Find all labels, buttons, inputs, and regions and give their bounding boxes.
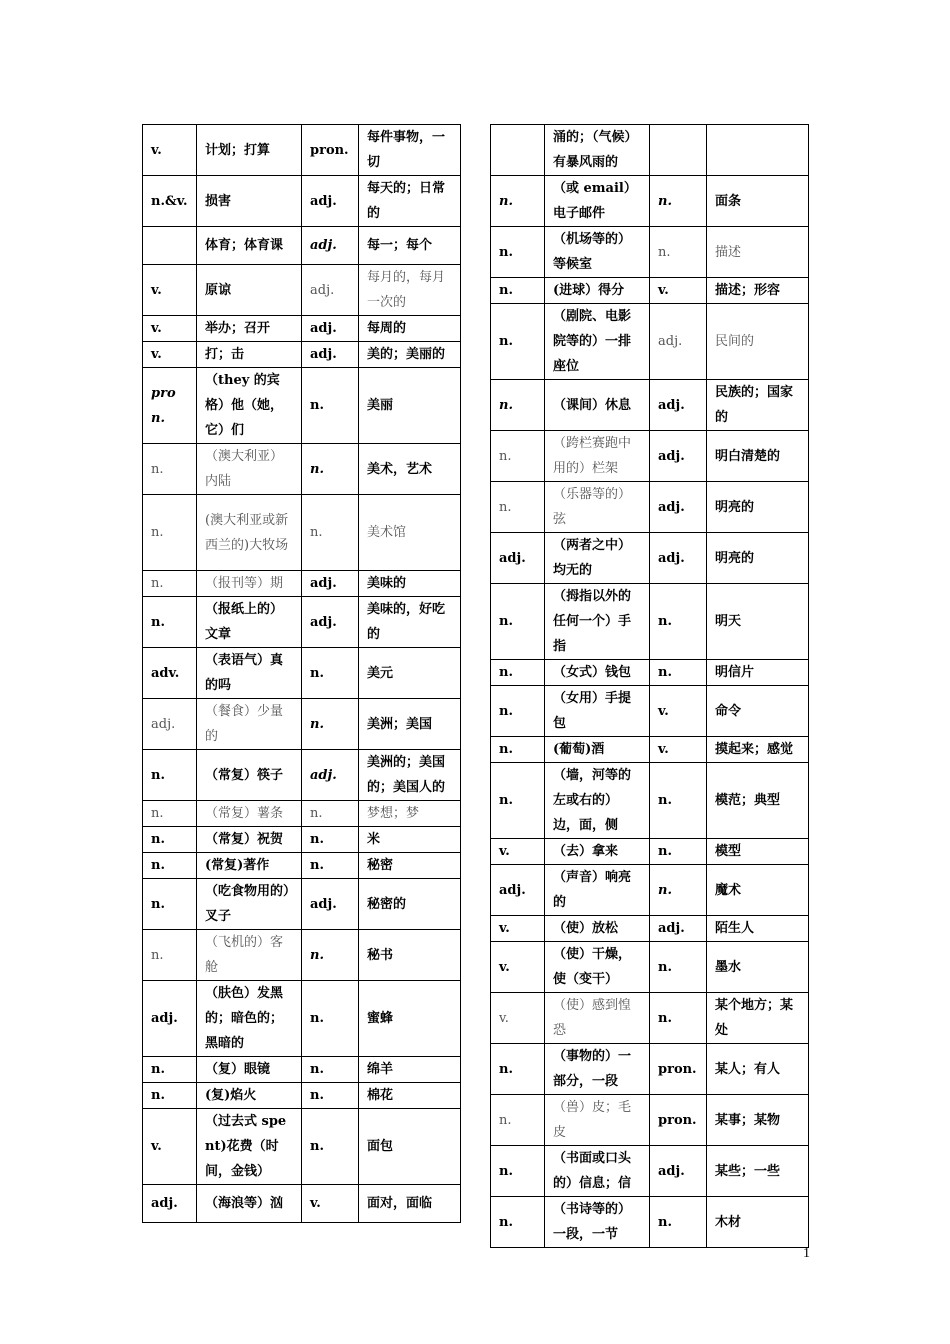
- pos-cell: adj.: [491, 533, 545, 584]
- table-row: [491, 584, 809, 660]
- pos-cell: n.: [143, 853, 197, 879]
- meaning-cell: （表语气）真的吗: [197, 648, 302, 699]
- pos-cell: v.: [650, 737, 707, 763]
- meaning-cell: 涌的；（气候）有暴风雨的: [545, 125, 650, 176]
- pos-cell: n.: [650, 584, 707, 660]
- meaning-cell: （课间）休息: [545, 380, 650, 431]
- pos-cell: n.: [650, 865, 707, 916]
- pos-cell: n.: [143, 1057, 197, 1083]
- meaning-cell: （书诗等的）一段，一节: [545, 1197, 650, 1248]
- meaning-cell: 明天: [707, 584, 809, 660]
- pos-cell: n.: [491, 176, 545, 227]
- table-row: [491, 1146, 809, 1197]
- meaning-cell: 明信片: [707, 660, 809, 686]
- meaning-cell: （兽）皮；毛皮: [545, 1095, 650, 1146]
- table-row: [143, 495, 461, 571]
- meaning-cell: 秘书: [359, 930, 461, 981]
- pos-cell: v.: [650, 278, 707, 304]
- pos-cell: n.: [491, 380, 545, 431]
- meaning-cell: 美元: [359, 648, 461, 699]
- meaning-cell: （肤色）发黑的；暗色的；黑暗的: [197, 981, 302, 1057]
- pos-cell: n.: [302, 368, 359, 444]
- pos-cell: adj.: [302, 316, 359, 342]
- pos-cell: n.: [650, 763, 707, 839]
- meaning-cell: （女式）钱包: [545, 660, 650, 686]
- meaning-cell: 某事；某物: [707, 1095, 809, 1146]
- pos-cell: adj.: [650, 304, 707, 380]
- meaning-cell: 损害: [197, 176, 302, 227]
- pos-cell: n.: [302, 1109, 359, 1185]
- table-row: [143, 750, 461, 801]
- pos-cell: n.: [143, 827, 197, 853]
- table-row: [143, 265, 461, 316]
- pos-cell: [650, 125, 707, 176]
- meaning-cell: 美术，艺术: [359, 444, 461, 495]
- pos-cell: n.: [491, 763, 545, 839]
- pos-cell: v.: [143, 265, 197, 316]
- table-row: [143, 879, 461, 930]
- table-row: [491, 993, 809, 1044]
- pos-cell: n.: [302, 699, 359, 750]
- pos-cell: adj.: [650, 431, 707, 482]
- meaning-cell: 美丽: [359, 368, 461, 444]
- pos-cell: n.: [491, 482, 545, 533]
- pos-cell: n.: [491, 584, 545, 660]
- table-row: [143, 853, 461, 879]
- pos-cell: n.: [302, 930, 359, 981]
- meaning-cell: 明白清楚的: [707, 431, 809, 482]
- pos-cell: adj.: [650, 916, 707, 942]
- pos-cell: n.: [650, 942, 707, 993]
- pos-cell: n.: [302, 1057, 359, 1083]
- table-row: [491, 227, 809, 278]
- pos-cell: n.: [302, 801, 359, 827]
- meaning-cell: 魔术: [707, 865, 809, 916]
- pos-cell: n.: [491, 737, 545, 763]
- meaning-cell: 蜜蜂: [359, 981, 461, 1057]
- pos-cell: adj.: [302, 176, 359, 227]
- meaning-cell: 美术馆: [359, 495, 461, 571]
- table-row: [143, 571, 461, 597]
- table-row: [143, 1083, 461, 1109]
- pos-cell: n.: [491, 1044, 545, 1095]
- pos-cell: n.: [491, 1146, 545, 1197]
- meaning-cell: 每件事物，一切: [359, 125, 461, 176]
- meaning-cell: （报刊等）期: [197, 571, 302, 597]
- table-row: [491, 304, 809, 380]
- pos-cell: adj.: [302, 750, 359, 801]
- vocab-table-right: [490, 124, 809, 1248]
- pos-cell: adj.: [650, 1146, 707, 1197]
- meaning-cell: 秘密: [359, 853, 461, 879]
- pos-cell: n.: [491, 431, 545, 482]
- meaning-cell: 描述；形容: [707, 278, 809, 304]
- meaning-cell: （跨栏赛跑中用的）栏架: [545, 431, 650, 482]
- meaning-cell: （使）感到惶恐: [545, 993, 650, 1044]
- pos-cell: n.: [650, 1197, 707, 1248]
- pos-cell: adj.: [302, 571, 359, 597]
- meaning-cell: （they 的宾格）他（她，它）们: [197, 368, 302, 444]
- pos-cell: n.: [491, 227, 545, 278]
- table-row: [491, 1044, 809, 1095]
- meaning-cell: 木材: [707, 1197, 809, 1248]
- pos-cell: [143, 227, 197, 265]
- meaning-cell: 美味的，好吃的: [359, 597, 461, 648]
- pos-cell: n.: [650, 227, 707, 278]
- table-row: [143, 801, 461, 827]
- table-row: [143, 699, 461, 750]
- meaning-cell: 体育；体育课: [197, 227, 302, 265]
- meaning-cell: 梦想；梦: [359, 801, 461, 827]
- meaning-cell: (澳大利亚或新西兰的)大牧场: [197, 495, 302, 571]
- meaning-cell: 美味的: [359, 571, 461, 597]
- pos-cell: n.: [143, 930, 197, 981]
- table-row: [143, 368, 461, 444]
- pos-cell: n.: [143, 1083, 197, 1109]
- pos-cell: n.: [143, 597, 197, 648]
- pos-cell: pron.: [302, 125, 359, 176]
- table-row: [491, 942, 809, 993]
- table-row: [143, 597, 461, 648]
- table-row: [491, 176, 809, 227]
- meaning-cell: （报纸上的）文章: [197, 597, 302, 648]
- meaning-cell: 原谅: [197, 265, 302, 316]
- meaning-cell: 描述: [707, 227, 809, 278]
- meaning-cell: 每一；每个: [359, 227, 461, 265]
- pos-cell: adj.: [143, 699, 197, 750]
- table-row: [143, 1057, 461, 1083]
- meaning-cell: （飞机的）客舱: [197, 930, 302, 981]
- meaning-cell: 某个地方；某处: [707, 993, 809, 1044]
- meaning-cell: （常复）筷子: [197, 750, 302, 801]
- table-row: [491, 865, 809, 916]
- pos-cell: n.: [143, 879, 197, 930]
- meaning-cell: （使）干燥，使（变干）: [545, 942, 650, 993]
- meaning-cell: （机场等的）等候室: [545, 227, 650, 278]
- meaning-cell: [707, 125, 809, 176]
- pos-cell: v.: [650, 686, 707, 737]
- meaning-cell: 米: [359, 827, 461, 853]
- meaning-cell: 美的；美丽的: [359, 342, 461, 368]
- pos-cell: adj.: [302, 879, 359, 930]
- meaning-cell: （复）眼镜: [197, 1057, 302, 1083]
- table-row: [143, 125, 461, 176]
- meaning-cell: 模范；典型: [707, 763, 809, 839]
- meaning-cell: （澳大利亚）内陆: [197, 444, 302, 495]
- table-row: [491, 431, 809, 482]
- meaning-cell: 民族的；国家的: [707, 380, 809, 431]
- meaning-cell: 每天的；日常的: [359, 176, 461, 227]
- meaning-cell: （常复）祝贺: [197, 827, 302, 853]
- pos-cell: n.: [143, 750, 197, 801]
- pos-cell: adj.: [650, 533, 707, 584]
- meaning-cell: 打；击: [197, 342, 302, 368]
- meaning-cell: （过去式 spent)花费（时间，金钱）: [197, 1109, 302, 1185]
- pos-cell: n.: [491, 1197, 545, 1248]
- pos-cell: adj.: [650, 482, 707, 533]
- table-row: [143, 316, 461, 342]
- meaning-cell: 某些；一些: [707, 1146, 809, 1197]
- meaning-cell: 面条: [707, 176, 809, 227]
- pos-cell: n.: [302, 444, 359, 495]
- table-row: [491, 1197, 809, 1248]
- meaning-cell: (复)焰火: [197, 1083, 302, 1109]
- pos-cell: v.: [491, 993, 545, 1044]
- meaning-cell: 模型: [707, 839, 809, 865]
- pos-cell: adv.: [143, 648, 197, 699]
- pos-cell: n.: [491, 278, 545, 304]
- meaning-cell: 绵羊: [359, 1057, 461, 1083]
- pos-cell: pron.: [650, 1044, 707, 1095]
- pos-cell: n.: [650, 176, 707, 227]
- meaning-cell: 秘密的: [359, 879, 461, 930]
- meaning-cell: （常复）薯条: [197, 801, 302, 827]
- table-row: [491, 278, 809, 304]
- pos-cell: n.: [143, 801, 197, 827]
- meaning-cell: （声音）响亮的: [545, 865, 650, 916]
- page-number: 1: [803, 1246, 810, 1261]
- table-row: [491, 1095, 809, 1146]
- pos-cell: n.: [143, 495, 197, 571]
- meaning-cell: （去）拿来: [545, 839, 650, 865]
- pos-cell: adj.: [302, 265, 359, 316]
- meaning-cell: （两者之中）均无的: [545, 533, 650, 584]
- pos-cell: v.: [491, 916, 545, 942]
- table-row: [491, 686, 809, 737]
- pos-cell: adj.: [650, 380, 707, 431]
- meaning-cell: 明亮的: [707, 482, 809, 533]
- meaning-cell: (常复)著作: [197, 853, 302, 879]
- pos-cell: n.: [650, 660, 707, 686]
- table-row: [491, 763, 809, 839]
- meaning-cell: 明亮的: [707, 533, 809, 584]
- meaning-cell: （海浪等）汹: [197, 1185, 302, 1223]
- table-row: [143, 981, 461, 1057]
- table-row: [143, 1185, 461, 1223]
- table-row: [491, 380, 809, 431]
- meaning-cell: 摸起来；感觉: [707, 737, 809, 763]
- table-row: [491, 482, 809, 533]
- pos-cell: v.: [143, 1109, 197, 1185]
- meaning-cell: 面对，面临: [359, 1185, 461, 1223]
- table-row: [491, 533, 809, 584]
- pos-cell: n.: [491, 660, 545, 686]
- meaning-cell: (葡萄)酒: [545, 737, 650, 763]
- pos-cell: n.: [650, 993, 707, 1044]
- pos-cell: adj.: [143, 1185, 197, 1223]
- table-row: [491, 839, 809, 865]
- table-row: [143, 227, 461, 265]
- pos-cell: v.: [491, 942, 545, 993]
- pos-cell: n.&v.: [143, 176, 197, 227]
- meaning-cell: 墨水: [707, 942, 809, 993]
- table-row: [143, 827, 461, 853]
- meaning-cell: 陌生人: [707, 916, 809, 942]
- meaning-cell: 美洲的；美国的；美国人的: [359, 750, 461, 801]
- pos-cell: n.: [302, 827, 359, 853]
- table-row: [491, 916, 809, 942]
- meaning-cell: 民间的: [707, 304, 809, 380]
- pos-cell: v.: [302, 1185, 359, 1223]
- pos-cell: v.: [143, 125, 197, 176]
- meaning-cell: 美洲；美国: [359, 699, 461, 750]
- pos-cell: n.: [491, 686, 545, 737]
- meaning-cell: （乐器等的）弦: [545, 482, 650, 533]
- meaning-cell: (进球）得分: [545, 278, 650, 304]
- pos-cell: v.: [143, 316, 197, 342]
- meaning-cell: 面包: [359, 1109, 461, 1185]
- pos-cell: adj.: [143, 981, 197, 1057]
- pos-cell: n.: [650, 839, 707, 865]
- pos-cell: [491, 125, 545, 176]
- meaning-cell: （剧院、电影院等的）一排座位: [545, 304, 650, 380]
- table-row: [491, 125, 809, 176]
- table-row: [143, 176, 461, 227]
- table-row: [143, 1109, 461, 1185]
- table-row: [491, 737, 809, 763]
- meaning-cell: （使）放松: [545, 916, 650, 942]
- pos-cell: v.: [143, 342, 197, 368]
- meaning-cell: （事物的）一部分，一段: [545, 1044, 650, 1095]
- table-row: [143, 444, 461, 495]
- pos-cell: n.: [302, 853, 359, 879]
- pos-cell: adj.: [302, 597, 359, 648]
- meaning-cell: 某人；有人: [707, 1044, 809, 1095]
- meaning-cell: 棉花: [359, 1083, 461, 1109]
- pos-cell: n.: [302, 981, 359, 1057]
- table-row: [143, 930, 461, 981]
- pos-cell: v.: [491, 839, 545, 865]
- meaning-cell: 每周的: [359, 316, 461, 342]
- meaning-cell: （书面或口头的）信息；信: [545, 1146, 650, 1197]
- pos-cell: n.: [491, 304, 545, 380]
- pos-cell: pron.: [143, 368, 197, 444]
- meaning-cell: 计划；打算: [197, 125, 302, 176]
- table-row: [143, 648, 461, 699]
- pos-cell: n.: [491, 1095, 545, 1146]
- pos-cell: n.: [302, 648, 359, 699]
- table-row: [491, 660, 809, 686]
- meaning-cell: 举办；召开: [197, 316, 302, 342]
- pos-cell: adj.: [302, 342, 359, 368]
- meaning-cell: 每月的，每月一次的: [359, 265, 461, 316]
- pos-cell: n.: [143, 444, 197, 495]
- pos-cell: adj.: [491, 865, 545, 916]
- meaning-cell: （吃食物用的）叉子: [197, 879, 302, 930]
- meaning-cell: 命令: [707, 686, 809, 737]
- table-row: [143, 342, 461, 368]
- vocab-table-left: [142, 124, 461, 1223]
- pos-cell: adj.: [302, 227, 359, 265]
- pos-cell: pron.: [650, 1095, 707, 1146]
- meaning-cell: （女用）手提包: [545, 686, 650, 737]
- meaning-cell: （墙，河等的左或右的）边，面，侧: [545, 763, 650, 839]
- meaning-cell: （或 email）电子邮件: [545, 176, 650, 227]
- meaning-cell: （餐食）少量的: [197, 699, 302, 750]
- pos-cell: n.: [302, 495, 359, 571]
- pos-cell: n.: [302, 1083, 359, 1109]
- pos-cell: n.: [143, 571, 197, 597]
- meaning-cell: （拇指以外的任何一个）手指: [545, 584, 650, 660]
